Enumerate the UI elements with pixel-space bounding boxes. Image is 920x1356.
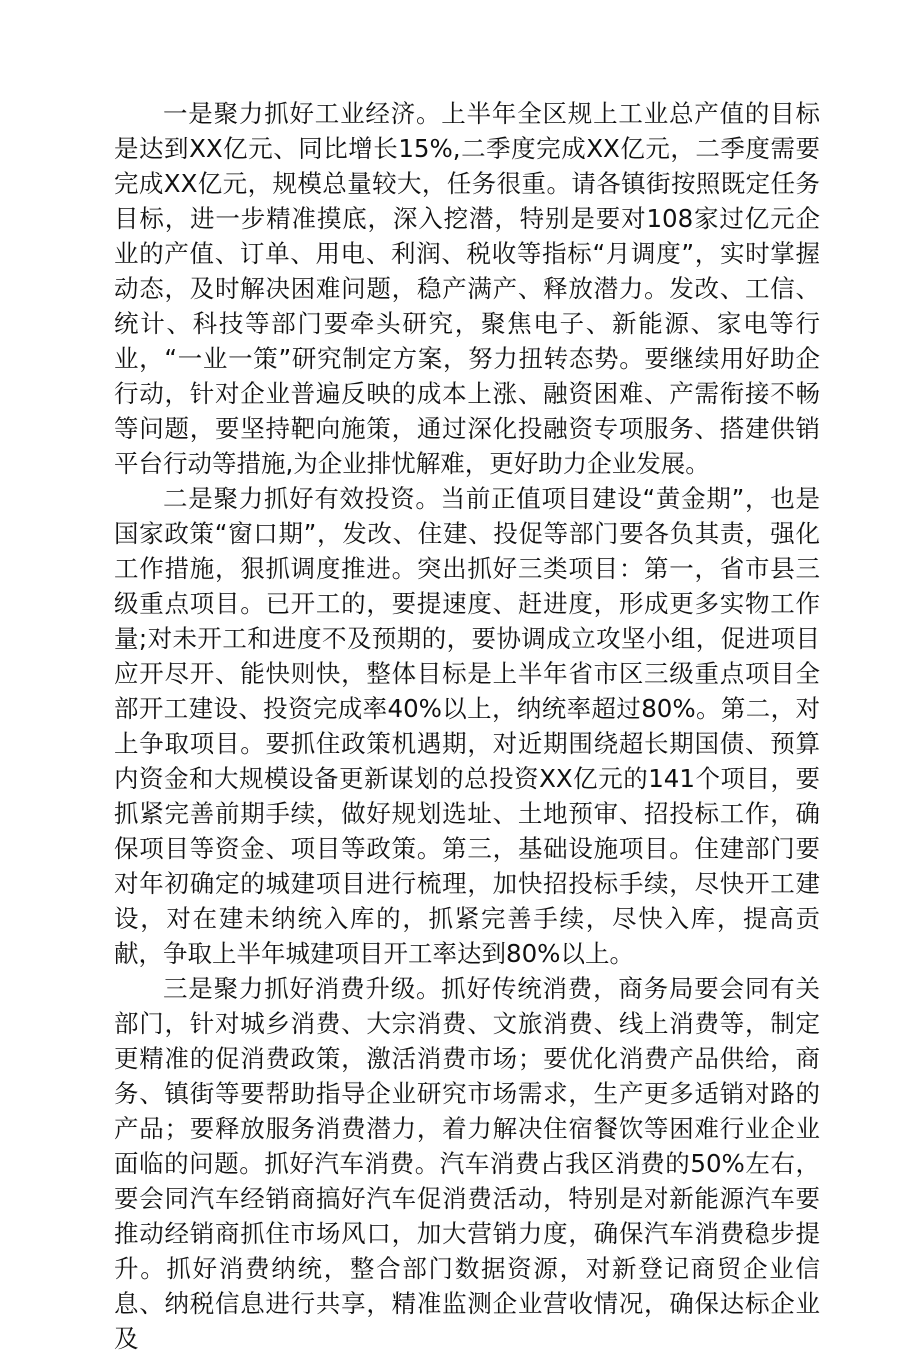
document-body <box>114 96 820 1356</box>
paragraph-consumption-upgrade: 三是聚力抓好消费升级。抓好传统消费，商务局要会同有关部门，针对城乡消费、大宗消费、文旅消费、线上消费等，制定更精准的促消费政策，激活消费市场；要优化消费产品供给，商务、镇街等要帮助指导企业研究市场需求，生产更多适销对路的产品；要释放服务消费潜力，着力解决住宿餐饮等困难行业企业面临的问题。抓好汽车消费。汽车消费占我区消费的50%左右，要会同汽车经销商搞好汽车促消费活动，特别是对新能源汽车要推动经销商抓住市场风口，加大营销力度，确保汽车消费稳步提升。抓好消费纳统，整合部门数据资源，对新登记商贸企业信息、纳税信息进行共享，精准监测企业营收情况，确保达标企业及 <box>114 974 820 1353</box>
paragraph-effective-investment: 二是聚力抓好有效投资。当前正值项目建设“黄金期”，也是国家政策“窗口期”，发改、住建、投促等部门要各负其责，强化工作措施，狠抓调度推进。突出抓好三类项目：第一，省市县三级重点项目。已开工的，要提速度、赶进度，形成更多实物工作量;对未开工和进度不及预期的，要协调成立攻坚小组，促进项目应开尽开、能快则快，整体目标是上半年省市区三级重点项目全部开工建设、投资完成率40%以上，纳统率超过80%。第二，对上争取项目。要抓住政策机遇期，对近期围绕超长期国债、预算内资金和大规模设备更新谋划的总投资XX亿元的141个项目，要抓紧完善前期手续，做好规划选址、土地预审、招投标工作，确保项目等资金、项目等政策。第三，基础设施项目。住建部门要对年初确定的城建项目进行梳理，加快招投标手续，尽快开工建设，对在建未纳统入库的，抓紧完善手续，尽快入库，提高贡献，争取上半年城建项目开工率达到80%以上。 <box>114 484 820 968</box>
paragraph-industrial-economy: 一是聚力抓好工业经济。上半年全区规上工业总产值的目标是达到XX亿元、同比增长15%,二季度完成XX亿元，二季度需要完成XX亿元，规模总量较大，任务很重。请各镇街按照既定任务目标，进一步精准摸底，深入挖潜，特别是要对108家过亿元企业的产值、订单、用电、利润、税收等指标“月调度”，实时掌握动态，及时解决困难问题，稳产满产、释放潜力。发改、工信、统计、科技等部门要牵头研究，聚焦电子、新能源、家电等行业，“一业一策”研究制定方案，努力扭转态势。要继续用好助企行动，针对企业普遍反映的成本上涨、融资困难、产需衔接不畅等问题，要坚持靶向施策，通过深化投融资专项服务、搭建供销平台行动等措施,为企业排忧解难，更好助力企业发展。 <box>114 99 820 478</box>
